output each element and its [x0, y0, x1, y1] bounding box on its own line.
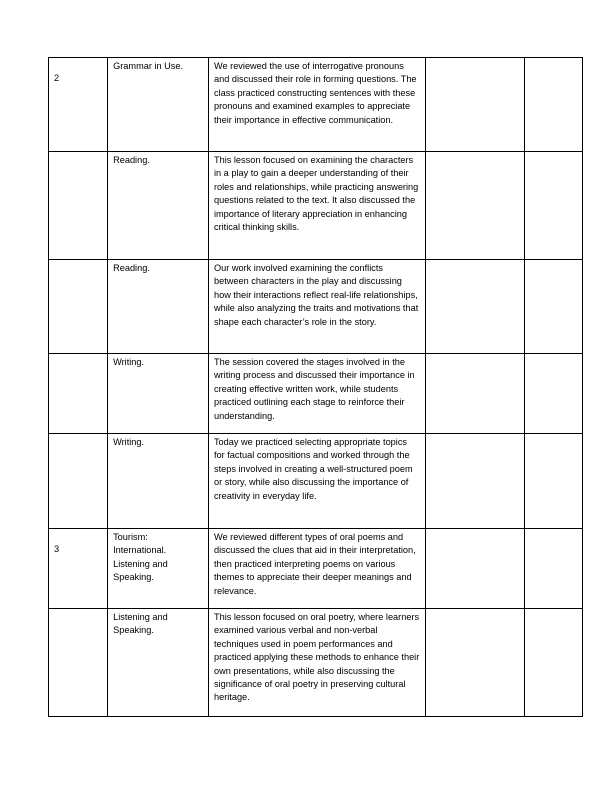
topic-cell: Listening and Speaking.	[108, 609, 209, 717]
week-number: 3	[54, 544, 60, 554]
description-cell: This lesson focused on oral poetry, where learners examined various verbal and non-verbal techniques used in poem performances and practiced applying these methods to enhance their own presentations, while also discussing the significance of oral poetry in preserving cultural heritage.	[208, 609, 425, 717]
description-cell: Today we practiced selecting appropriate topics for factual compositions and worked through the steps involved in creating a well-structured poem or story, while also discussing the importance of creativity in everyday life.	[208, 434, 425, 529]
week-cell	[49, 58, 108, 152]
table-row	[49, 609, 583, 717]
empty-cell	[426, 152, 525, 260]
topic-cell: Grammar in Use.	[108, 58, 209, 152]
table-row	[49, 434, 583, 529]
week-cell	[49, 434, 108, 529]
week-cell	[49, 529, 108, 609]
empty-cell	[426, 260, 525, 354]
empty-cell	[524, 434, 582, 529]
week-cell	[49, 152, 108, 260]
empty-cell	[426, 58, 525, 152]
description-cell: Our work involved examining the conflicts between characters in the play and discussing how their interactions reflect real-life relationships, while also analyzing the traits and motivations that shape each character’s role in the story.	[208, 260, 425, 354]
table-row	[49, 354, 583, 434]
week-cell	[49, 260, 108, 354]
table-row	[49, 152, 583, 260]
empty-cell	[426, 354, 525, 434]
empty-cell	[524, 152, 582, 260]
week-number: 2	[54, 73, 60, 83]
topic-cell: Reading.	[108, 260, 209, 354]
week-cell	[49, 354, 108, 434]
topic-cell: Tourism: International. Listening and Speaking.	[108, 529, 209, 609]
empty-cell	[524, 260, 582, 354]
description-cell: The session covered the stages involved in the writing process and discussed their importance in creating effective written work, while students practiced outlining each stage to reinforce their understanding.	[208, 354, 425, 434]
table-row	[49, 529, 583, 609]
empty-cell	[524, 58, 582, 152]
description-cell: We reviewed the use of interrogative pronouns and discussed their role in forming questions. The class practiced constructing sentences with these pronouns and examined examples to appreciate their importance in effective communication.	[208, 58, 425, 152]
empty-cell	[426, 609, 525, 717]
empty-cell	[524, 529, 582, 609]
description-cell: We reviewed different types of oral poems and discussed the clues that aid in their interpretation, then practiced interpreting poems on various themes to appreciate their deeper meanings and relevance.	[208, 529, 425, 609]
table-row	[49, 58, 583, 152]
week-cell	[49, 609, 108, 717]
description-cell: This lesson focused on examining the characters in a play to gain a deeper understanding of their roles and relationships, while practicing answering questions related to the text. It also discussed the importance of literary appreciation in enhancing critical thinking skills.	[208, 152, 425, 260]
table-row	[49, 260, 583, 354]
topic-cell: Writing.	[108, 434, 209, 529]
empty-cell	[426, 434, 525, 529]
lesson-plan-table	[48, 57, 583, 717]
empty-cell	[524, 609, 582, 717]
topic-cell: Writing.	[108, 354, 209, 434]
empty-cell	[426, 529, 525, 609]
empty-cell	[524, 354, 582, 434]
topic-cell: Reading.	[108, 152, 209, 260]
